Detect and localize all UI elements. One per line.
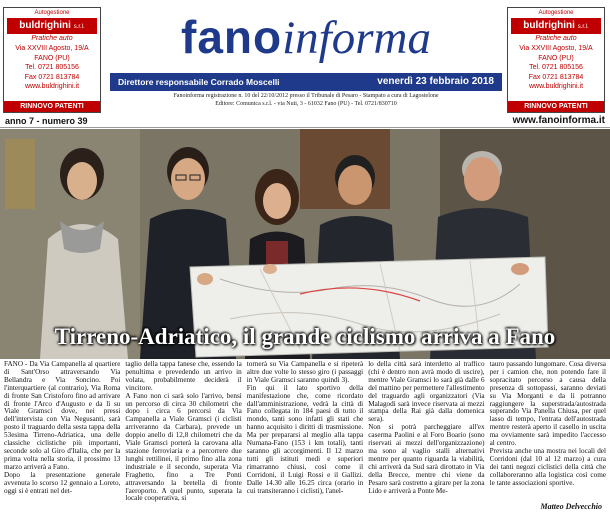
ad-brand <box>511 18 601 34</box>
director-credit: Direttore responsabile Corrado Moscelli <box>118 77 280 87</box>
ad-web[interactable]: www.buldrighini.it <box>24 83 80 90</box>
ad-brand-name: buldrighini <box>19 20 71 31</box>
ad-city: FANO (PU) <box>34 54 70 62</box>
article-column-2: taglio della tappa fanese che, essendo la penultima e prevedendo un arrivo in volata, probabilmente deciderà il vincitore. A Fano non ci sarà solo l'arrivo, bensì un percorso di circa 30 chilometri che dopo i circa 6 percorsi da Via Campanella a Viale Gramsci (i ciclisti arriveranno da Carbara), prevede un doppio anello di 12,8 chilometri che da Viale Gramsci porterà la carovana alla stazione ferroviaria e a percorrere due lunghi rettilinei, il primo fino alla zona industriale e il secondo, superata Via Fraghetto, fino a Tre Ponti attraversando la bretella di fronte l'aeroporto. A quel punto, superata la locale cooperativa, si <box>125 361 242 503</box>
ad-tel: Tel. 0721 805156 <box>529 64 583 71</box>
article-column-4: lo della città sarà interdetto al traffico (chi è dentro non avrà modo di uscire), mentre Viale Gramsci lo sarà già dalle 6 del mattino per permettere l'allestimento del traguardo agli organizzatori (Via Malagodi sarà invece riservata ai mezzi stampa della Rai già dalla domenica sera). Non si potrà parcheggiare all'ex caserma Paolini e al Foro Boario (sono riservati ai mezzi dell'organizzazione) ma sono al vaglio stalli alternativi mentre per quanto riguarda la viabilità, chi arriverà da Sud sarà dirottato in Via della Brecce, mentre chi viene da Pesaro sarà costretto a girare per la zona Lido e arriverà a Ponte Me- <box>368 361 485 495</box>
website-link[interactable]: www.fanoinforma.it <box>512 115 605 126</box>
ad-fax: Fax 0721 813784 <box>528 73 584 81</box>
issue-date: venerdì 23 febbraio 2018 <box>377 76 494 87</box>
ad-address: Via XXVIII Agosto, 19/A <box>15 45 89 52</box>
headline[interactable]: Tirreno-Adriatico, il grande ciclismo arriva a Fano <box>54 324 556 349</box>
masthead-bar <box>110 73 502 91</box>
ad-brand <box>7 18 97 34</box>
ad-address: Via XXVIII Agosto, 19/A <box>519 45 593 52</box>
ad-brand-name: buldrighini <box>523 20 575 31</box>
ad-bottom-banner: RINNOVO PATENTI <box>4 101 100 112</box>
ad-brand-suffix: s.r.l. <box>73 24 85 30</box>
ad-top-label: Autogestione <box>538 10 574 16</box>
logo-part-informa: informa <box>282 12 431 64</box>
logo-part-fano: fano <box>181 11 283 63</box>
article-column-1: FANO - Da Via Campanella al quartiere di Sant'Orso attraversando Via Bellandra e Via Soncino. Poi l'interquartiere (al contrario), Via Roma di fronte San Cristoforo fino ad arrivare di fronte l'Arco d'Augusto e da lì su Viale Gramsci dove, nei pressi dell'intervista con Via Negusanti, sarà posto il traguardo della sesta tappa della 53esima Tirreno-Adriatica, una delle classiche ciclistiche più importanti, seconde solo al Giro d'Italia, che per la prima volta nella storia, il prossimo 13 marzo arriverà a Fano. Dopo la presentazione generale avvenuta lo scorso 12 gennaio a Loreto, oggi si è entrati nel det- <box>4 361 121 495</box>
ad-fax: Fax 0721 813784 <box>24 73 80 81</box>
article-column-3: tornerà su Via Campanella e si ripeterà altre due volte lo stesso giro (i passaggi in Viale Gramsci saranno quindi 3). Fin qui il lato sportivo della manifestazione che, come ricordato dall'amministrazione, vedrà la città di Fano collegata in 184 paesi di tutto il mondo, tanti sono infatti gli stati che hanno acquisito i diritti di trasmissione. Ma per prepararsi al meglio alla tappa Numana-Fano (153 i km totali), tanti saranno gli accorgimenti. Il 12 marzo tutti gli istituti medi e superiori rimarranno chiusi, così come il Corridoni, il Luigi Rossi e il Gallizi. Dalle 14.30 alle 16.25 circa (orario in cui transiteranno i ciclisti), l'anel- <box>246 361 364 495</box>
article-signature: Matteo Delvecchio <box>540 502 602 511</box>
article-body <box>4 361 606 513</box>
ad-tagline: Pratiche auto <box>535 35 577 42</box>
issue-line <box>0 114 610 128</box>
ad-web[interactable]: www.buldrighini.it <box>528 83 584 90</box>
masthead-logo[interactable] <box>110 10 502 65</box>
ad-left[interactable] <box>3 7 101 113</box>
ad-tel: Tel. 0721 805156 <box>25 64 79 71</box>
ad-tagline: Pratiche auto <box>31 35 73 42</box>
registration-line-1: Fanoinforma registrazione n. 10 del 22/10/2012 presso il Tribunale di Pesaro - Stampato a cura di Lagostelone <box>173 93 439 99</box>
issue-number: anno 7 - numero 39 <box>5 116 88 126</box>
ad-top-label: Autogestione <box>34 10 70 16</box>
registration-info <box>110 93 502 108</box>
registration-line-2: Editore: Comunica s.r.l. - via Nuti, 3 - 61032 Fano (PU) - Tel. 0721/830710 <box>215 100 397 107</box>
article-column-5: tauro passando lungomare. Cosa diversa per i camion che, non potendo fare il sopracitato percorso a causa della presenza di sottopassi, saranno deviati su Via Morganti e da lì potranno raggiungere la superstrada/autostrada superando Via Panella Chiusa, per quel lasso di tempo, l'entrata dell'autostrada mentre resterà aperto il casello in uscita ma ovviamente sarà impedito l'accesso al centro. Prevista anche una mostra nei locali del Corridoni (dal 10 al 12 marzo) a cura dei tanti negozi ciclistici della città che collaboreranno alla logistica così come le tante associazioni sportive. <box>489 361 606 487</box>
ad-brand-suffix: s.r.l. <box>577 24 589 30</box>
ad-right[interactable] <box>507 7 605 113</box>
ad-city: FANO (PU) <box>538 54 574 62</box>
ad-bottom-banner: RINNOVO PATENTI <box>508 101 604 112</box>
